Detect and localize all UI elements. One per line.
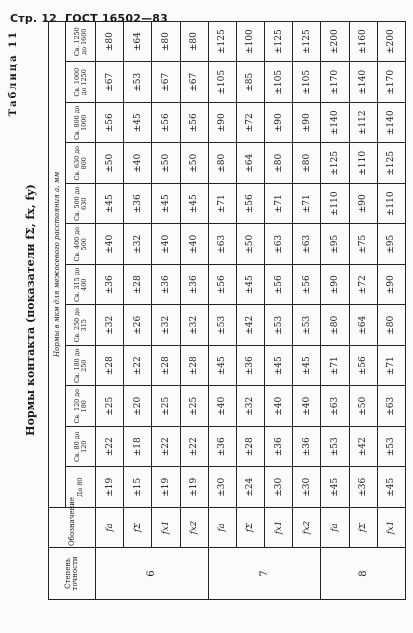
value-cell: ±90 <box>349 184 377 225</box>
accuracy-degree-cell: 8 <box>321 548 406 600</box>
value-cell: ±72 <box>236 103 264 144</box>
distance-column-header: Св. 630 до 800 <box>66 143 96 184</box>
table-row <box>208 21 236 599</box>
table-row <box>124 21 152 599</box>
value-cell: ±22 <box>152 427 180 468</box>
symbol-cell: fa <box>321 508 349 548</box>
symbol-cell: fx2 <box>180 508 208 548</box>
value-cell: ±36 <box>180 265 208 306</box>
value-cell: ±125 <box>321 143 349 184</box>
table-row <box>152 21 180 599</box>
value-cell: ±71 <box>208 184 236 225</box>
value-cell: ±28 <box>96 346 124 387</box>
value-cell: ±67 <box>96 62 124 103</box>
value-cell: ±45 <box>180 184 208 225</box>
distance-column-header: Св. 120 до 180 <box>66 386 96 427</box>
value-cell: ±90 <box>208 103 236 144</box>
value-cell: ±45 <box>377 467 405 508</box>
distance-column-header: Св. 800 до 1000 <box>66 103 96 144</box>
distance-column-header: Св. 400 до 500 <box>66 224 96 265</box>
value-cell: ±90 <box>293 103 321 144</box>
table-row <box>236 21 264 599</box>
value-cell: ±63 <box>377 386 405 427</box>
value-cell: ±45 <box>124 103 152 144</box>
value-cell: ±56 <box>349 346 377 387</box>
value-cell: ±32 <box>96 305 124 346</box>
value-cell: ±53 <box>377 427 405 468</box>
value-cell: ±45 <box>321 467 349 508</box>
value-cell: ±30 <box>293 467 321 508</box>
page-number: Стр. 12 <box>10 12 58 25</box>
value-cell: ±56 <box>180 103 208 144</box>
value-cell: ±71 <box>265 184 293 225</box>
distance-column-header: Св. 250 до 315 <box>66 305 96 346</box>
contact-norms-table <box>48 21 406 600</box>
value-cell: ±18 <box>124 427 152 468</box>
value-cell: ±160 <box>349 21 377 62</box>
value-cell: ±85 <box>236 62 264 103</box>
value-cell: ±45 <box>96 184 124 225</box>
value-cell: ±200 <box>321 21 349 62</box>
table-number: Таблица 11 <box>8 30 19 117</box>
value-cell: ±67 <box>152 62 180 103</box>
value-cell: ±28 <box>152 346 180 387</box>
value-cell: ±80 <box>321 305 349 346</box>
value-cell: ±200 <box>377 21 405 62</box>
symbol-cell: fΣ <box>349 508 377 548</box>
value-cell: ±80 <box>180 21 208 62</box>
value-cell: ±90 <box>377 265 405 306</box>
value-cell: ±72 <box>349 265 377 306</box>
value-cell: ±100 <box>236 21 264 62</box>
value-cell: ±40 <box>180 224 208 265</box>
value-cell: ±53 <box>124 62 152 103</box>
value-cell: ±24 <box>236 467 264 508</box>
value-cell: ±80 <box>96 21 124 62</box>
value-cell: ±50 <box>349 386 377 427</box>
table-body <box>96 21 406 599</box>
distance-column-header: До 80 <box>66 467 96 508</box>
table-row <box>96 21 124 599</box>
value-cell: ±50 <box>236 224 264 265</box>
value-cell: ±170 <box>377 62 405 103</box>
standard-code: ГОСТ 16502—83 <box>65 12 168 25</box>
value-cell: ±45 <box>265 346 293 387</box>
value-cell: ±56 <box>293 265 321 306</box>
symbol-cell: fx2 <box>293 508 321 548</box>
distance-column-header: Св. 1250 до 1600 <box>66 21 96 62</box>
value-cell: ±110 <box>321 184 349 225</box>
value-cell: ±63 <box>208 224 236 265</box>
value-cell: ±63 <box>293 224 321 265</box>
value-cell: ±140 <box>377 103 405 144</box>
value-cell: ±26 <box>124 305 152 346</box>
value-cell: ±32 <box>236 386 264 427</box>
value-cell: ±140 <box>321 103 349 144</box>
value-cell: ±125 <box>377 143 405 184</box>
value-cell: ±40 <box>265 386 293 427</box>
value-cell: ±80 <box>293 143 321 184</box>
value-cell: ±71 <box>377 346 405 387</box>
symbol-cell: fΣ <box>236 508 264 548</box>
value-cell: ±53 <box>208 305 236 346</box>
value-cell: ±80 <box>208 143 236 184</box>
value-cell: ±125 <box>293 21 321 62</box>
value-cell: ±40 <box>293 386 321 427</box>
value-cell: ±45 <box>293 346 321 387</box>
value-cell: ±63 <box>321 386 349 427</box>
value-cell: ±170 <box>321 62 349 103</box>
table-row <box>349 21 377 599</box>
accuracy-degree-cell: 6 <box>96 548 209 600</box>
value-cell: ±105 <box>293 62 321 103</box>
value-cell: ±25 <box>96 386 124 427</box>
symbol-cell: fa <box>96 508 124 548</box>
value-cell: ±64 <box>349 305 377 346</box>
value-cell: ±19 <box>180 467 208 508</box>
symbol-cell: fx1 <box>152 508 180 548</box>
value-cell: ±22 <box>124 346 152 387</box>
value-cell: ±105 <box>265 62 293 103</box>
value-cell: ±125 <box>208 21 236 62</box>
symbol-cell: fa <box>208 508 236 548</box>
value-cell: ±63 <box>265 224 293 265</box>
value-cell: ±110 <box>349 143 377 184</box>
value-cell: ±36 <box>208 427 236 468</box>
symbol-cell: fx1 <box>377 508 405 548</box>
symbol-cell: fΣ <box>124 508 152 548</box>
distance-column-header: Св. 180 до 250 <box>66 346 96 387</box>
value-cell: ±36 <box>152 265 180 306</box>
distance-column-header: Св. 1000 до 1250 <box>66 62 96 103</box>
value-cell: ±32 <box>124 224 152 265</box>
value-cell: ±45 <box>208 346 236 387</box>
value-cell: ±36 <box>293 427 321 468</box>
value-cell: ±53 <box>265 305 293 346</box>
value-cell: ±36 <box>96 265 124 306</box>
value-cell: ±28 <box>236 427 264 468</box>
value-cell: ±28 <box>124 265 152 306</box>
value-cell: ±42 <box>349 427 377 468</box>
value-cell: ±56 <box>265 265 293 306</box>
value-cell: ±75 <box>349 224 377 265</box>
value-cell: ±112 <box>349 103 377 144</box>
value-cell: ±40 <box>96 224 124 265</box>
value-cell: ±45 <box>236 265 264 306</box>
value-cell: ±95 <box>377 224 405 265</box>
degree-header: Степень точности <box>49 548 96 600</box>
value-cell: ±19 <box>152 467 180 508</box>
value-cell: ±28 <box>180 346 208 387</box>
value-cell: ±45 <box>152 184 180 225</box>
value-cell: ±110 <box>377 184 405 225</box>
value-cell: ±25 <box>152 386 180 427</box>
symbol-cell: fx1 <box>265 508 293 548</box>
distance-column-header: Св. 80 до 120 <box>66 427 96 468</box>
table-row <box>265 21 293 599</box>
value-cell: ±22 <box>96 427 124 468</box>
distance-column-header: Св. 500 до 630 <box>66 184 96 225</box>
table-title: Нормы контакта (показатели fΣ, fx, fy) <box>24 184 37 436</box>
value-cell: ±80 <box>265 143 293 184</box>
value-cell: ±125 <box>265 21 293 62</box>
value-cell: ±64 <box>124 21 152 62</box>
symbol-header: Обозначение <box>49 508 96 548</box>
value-cell: ±42 <box>236 305 264 346</box>
value-cell: ±25 <box>180 386 208 427</box>
value-cell: ±50 <box>152 143 180 184</box>
value-cell: ±32 <box>180 305 208 346</box>
value-cell: ±71 <box>321 346 349 387</box>
value-cell: ±20 <box>124 386 152 427</box>
value-cell: ±53 <box>321 427 349 468</box>
value-cell: ±40 <box>208 386 236 427</box>
value-cell: ±15 <box>124 467 152 508</box>
value-cell: ±40 <box>152 224 180 265</box>
table-row <box>293 21 321 599</box>
value-cell: ±71 <box>293 184 321 225</box>
value-cell: ±36 <box>236 346 264 387</box>
value-cell: ±36 <box>124 184 152 225</box>
value-cell: ±36 <box>349 467 377 508</box>
value-cell: ±56 <box>96 103 124 144</box>
value-cell: ±56 <box>236 184 264 225</box>
value-cell: ±56 <box>152 103 180 144</box>
value-cell: ±30 <box>208 467 236 508</box>
value-cell: ±80 <box>152 21 180 62</box>
rotated-page-content <box>6 20 411 600</box>
value-cell: ±56 <box>208 265 236 306</box>
value-cell: ±50 <box>180 143 208 184</box>
value-cell: ±90 <box>265 103 293 144</box>
value-cell: ±40 <box>124 143 152 184</box>
distance-column-header: Св. 315 до 400 <box>66 265 96 306</box>
value-cell: ±19 <box>96 467 124 508</box>
value-cell: ±67 <box>180 62 208 103</box>
value-cell: ±140 <box>349 62 377 103</box>
accuracy-degree-cell: 7 <box>208 548 321 600</box>
value-cell: ±30 <box>265 467 293 508</box>
table-row <box>180 21 208 599</box>
value-cell: ±105 <box>208 62 236 103</box>
distance-spanning-header: Нормы в мкм для межосевого расстояния a, мм <box>49 21 66 507</box>
value-cell: ±22 <box>180 427 208 468</box>
value-cell: ±32 <box>152 305 180 346</box>
table-row <box>321 21 349 599</box>
value-cell: ±50 <box>96 143 124 184</box>
value-cell: ±53 <box>293 305 321 346</box>
value-cell: ±95 <box>321 224 349 265</box>
value-cell: ±90 <box>321 265 349 306</box>
value-cell: ±64 <box>236 143 264 184</box>
value-cell: ±80 <box>377 305 405 346</box>
table-row <box>377 21 405 599</box>
value-cell: ±36 <box>265 427 293 468</box>
